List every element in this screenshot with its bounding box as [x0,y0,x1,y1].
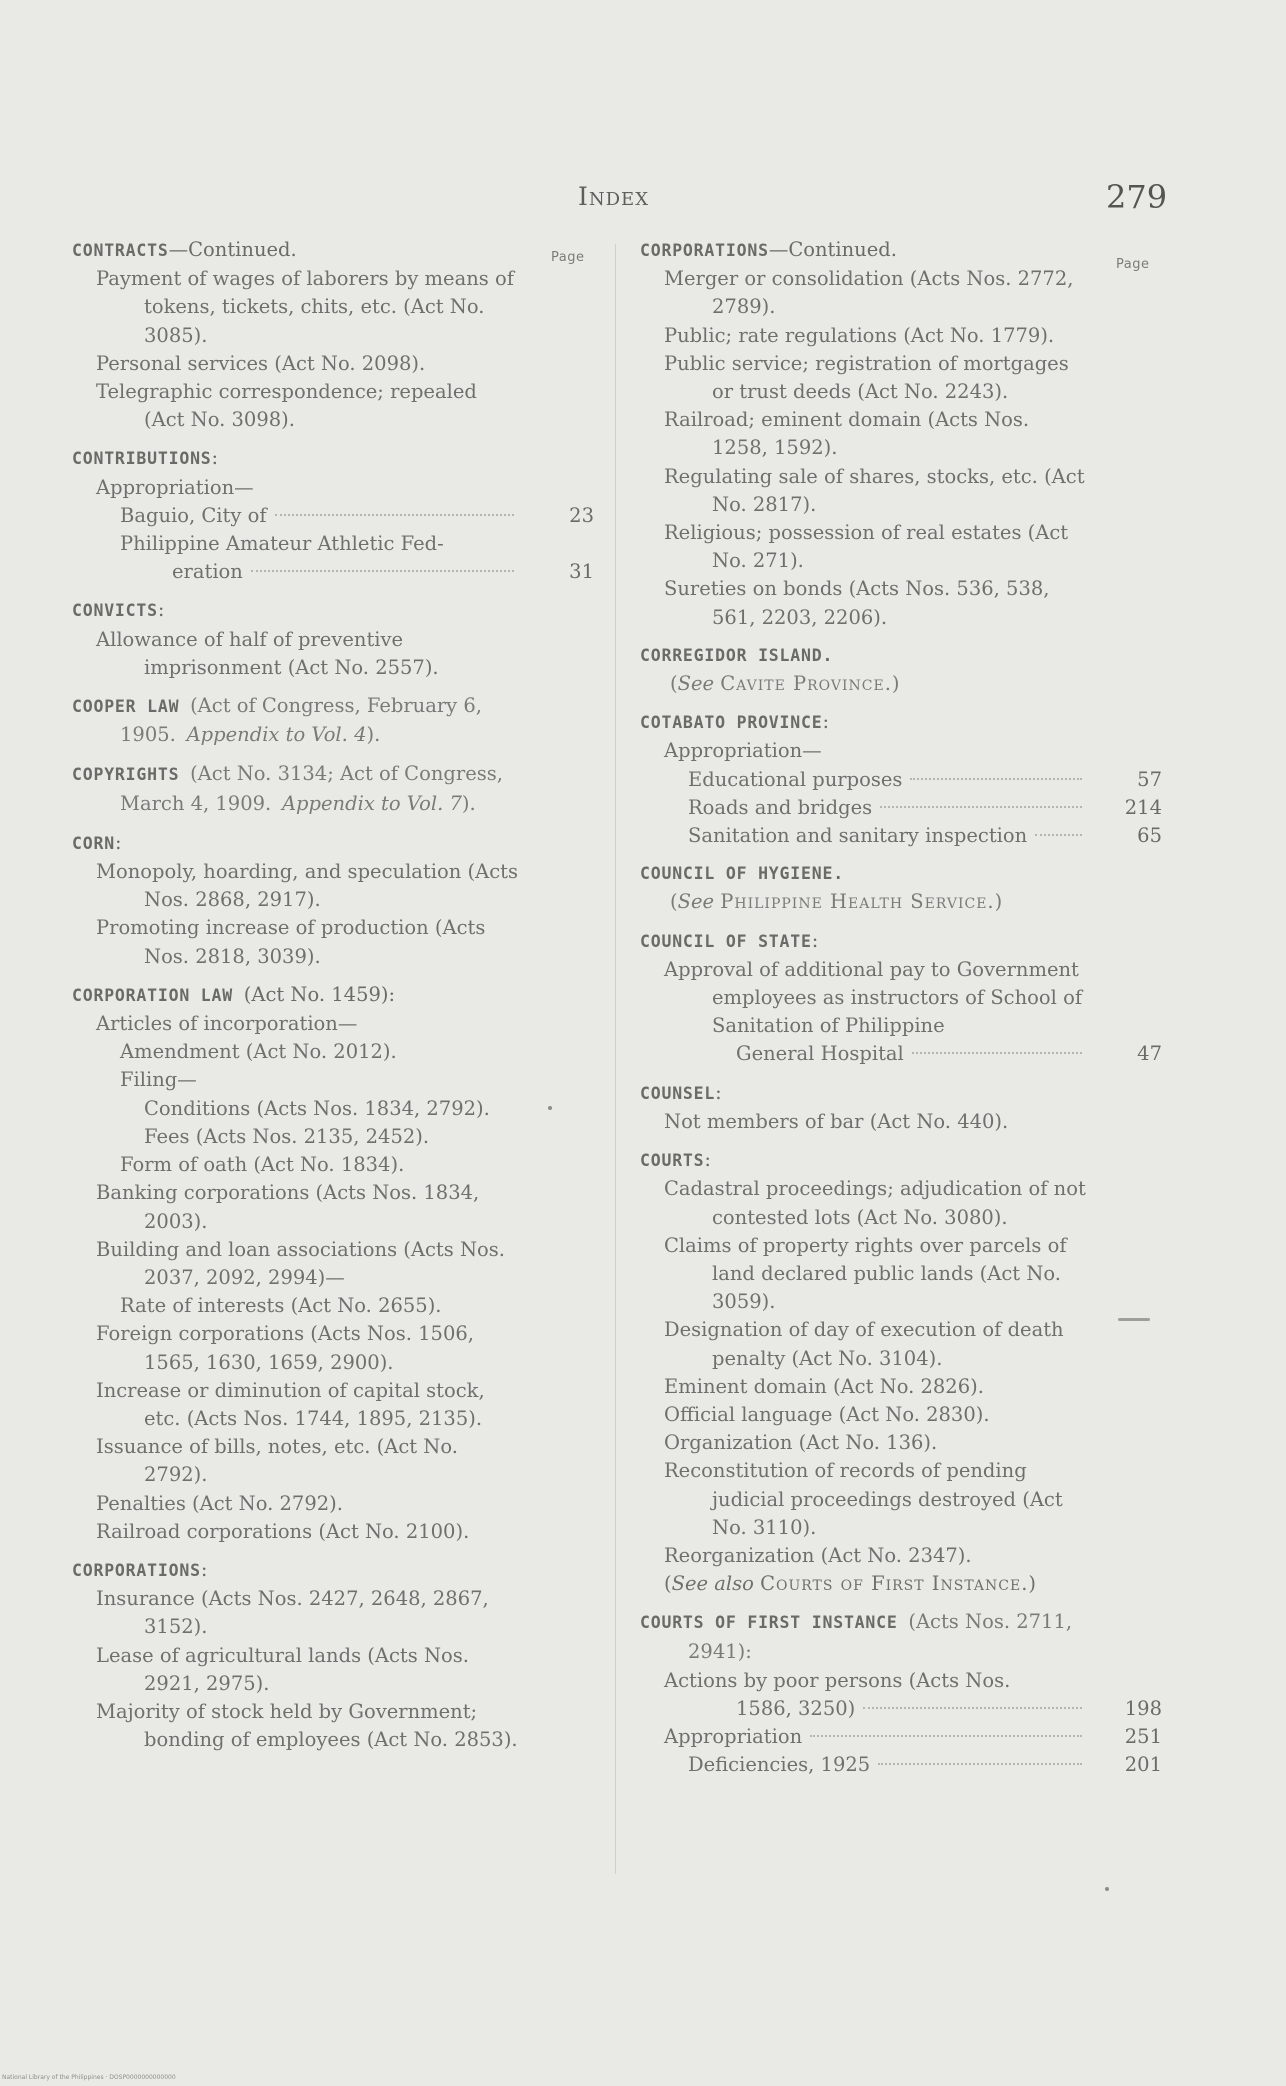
index-line-with-page [72,502,594,530]
index-line: Increase or diminution of capital stock, etc. (Acts Nos. 1744, 1895, 2135). [96,1378,485,1430]
paren-close: ) [891,672,900,696]
heading-council-of-hygiene: COUNCIL OF HYGIENE. [640,864,844,884]
column-divider [615,244,616,1874]
index-line: Not members of bar (Act No. 440). [664,1109,1009,1133]
index-line: Penalties (Act No. 2792). [96,1491,343,1515]
heading-convicts: CONVICTS [72,601,158,621]
heading-copyrights: COPYRIGHTS [72,765,180,785]
entry-cotabato-province: COTABATO PROVINCE: Appropriation— Educational purposes 57 Roads and bridges 214 Sanitation and sanitary inspection 65 [640,708,1162,850]
page-column-label-right: Page [1116,257,1150,272]
index-line-with-page [72,558,594,586]
leader-dots [880,806,1082,808]
page-header [0,178,1286,228]
cross-ref-target: Philippine Health Service. [720,890,995,914]
index-line: Reconstitution of records of pending judicial proceedings destroyed (Act No. 3110). [664,1459,1063,1539]
entry-note-close: ). [461,791,476,815]
index-line: Banking corporations (Acts Nos. 1834, 2003). [96,1181,480,1233]
heading-council-of-state: COUNCIL OF STATE [640,931,812,951]
appendix-ref: Appendix to Vol. 7 [281,791,462,815]
index-line: Reorganization (Act No. 2347). [664,1543,972,1567]
index-line-with-page [640,1723,1162,1751]
index-line-with-page [640,822,1162,850]
heading-corn: CORN [72,833,115,853]
scan-speck [1105,1887,1109,1891]
page-ref: 31 [569,560,594,584]
page-ref: 65 [1137,824,1162,848]
entry-counsel: COUNSEL: Not members of bar (Act No. 440). [640,1079,1162,1136]
see-label: See also [671,1572,754,1596]
leader-dots [810,1735,1082,1737]
entry-note: (Acts Nos. 2711, 2941): [688,1610,1073,1663]
entry-note: (Act No. 1459): [243,982,396,1006]
heading-courts-of-first-instance: COURTS OF FIRST INSTANCE [640,1613,898,1633]
entry-courts-of-first-instance [640,1608,1162,1779]
index-line: Appropriation— [664,739,822,763]
index-line: Form of oath (Act No. 1834). [120,1153,405,1177]
entry-council-of-hygiene [640,860,1162,916]
entry-corporations-continued [640,236,1162,632]
index-line: Public service; registration of mortgages or trust deeds (Act No. 2243). [664,351,1069,404]
index-line: Official language (Act No. 2830). [664,1402,990,1426]
index-text: Baguio, City of [120,503,267,527]
index-line: Merger or consolidation (Acts Nos. 2772, 2789). [664,267,1074,319]
paren-open: ( [670,890,678,914]
leader-dots [863,1707,1082,1709]
page-number: 279 [1106,178,1168,216]
index-line: Eminent domain (Act No. 2826). [664,1374,984,1398]
page-column-label-left: Page [551,250,585,265]
heading-cotabato-province: COTABATO PROVINCE [640,713,823,733]
cross-ref-target: Courts of First Instance. [760,1572,1029,1596]
continued-label: —Continued. [168,238,297,261]
page-ref: 251 [1124,1725,1162,1749]
index-line: Philippine Amateur Athletic Fed- [120,532,444,556]
heading-corporations: CORPORATIONS [72,1560,201,1580]
scan-footer-note: National Library of the Philippines · DOSP0000000000000 [2,2074,176,2081]
entry-note-close: ). [366,723,381,747]
entry-corporation-law [72,981,594,1546]
index-line: Telegraphic correspondence; repealed (Act No. 3098). [96,380,477,432]
index-line: Allowance of half of preventive imprisonment (Act No. 2557). [96,627,439,679]
index-text: Sanitation and sanitary inspection [688,824,1028,848]
entry-corregidor-island [640,642,1162,698]
index-line: Personal services (Act No. 2098). [96,351,426,375]
index-line: Monopoly, hoarding, and speculation (Acts Nos. 2868, 2917). [96,860,518,912]
index-line: Insurance (Acts Nos. 2427, 2648, 2867, 3152). [96,1587,489,1639]
leader-dots [275,514,514,516]
index-line-with-page [640,794,1162,822]
index-line: Rate of interests (Act No. 2655). [120,1294,442,1318]
entry-contracts [72,236,594,434]
entry-convicts: CONVICTS: Allowance of half of preventive imprisonment (Act No. 2557). [72,596,594,682]
see-label: See [677,890,715,914]
entry-copyrights [72,760,594,818]
entry-note: (Act of Congress, February 6, 1905. [120,694,482,747]
leader-dots [910,778,1082,780]
index-line: Majority of stock held by Government; bonding of employees (Act No. 2853). [96,1699,518,1752]
leader-dots [251,570,514,572]
heading-contributions: CONTRIBUTIONS [72,449,212,469]
index-line: Building and loan associations (Acts Nos. 2037, 2092, 2994)— [96,1237,505,1289]
entry-courts: COURTS: Cadastral proceedings; adjudication of not contested lots (Act No. 3080). Claims of property rights over parcels of land declared public lands (Act No. 3059). Designation of day of execution of death penalty (Act No. 3104). Eminent domain (Act No. 2826). Official language (Act No. 2830). Organization (Act No. 136). Reconstitution of records of pending judicial proceedings destroyed (Act No. 3110). Reorganization (Act No. 2347). (See also Courts of First Instance.) [640,1146,1162,1598]
index-line: Railroad corporations (Act No. 2100). [96,1519,470,1543]
index-line: Sureties on bonds (Acts Nos. 536, 538, 561, 2203, 2206). [664,577,1050,629]
heading-cooper-law: COOPER LAW [72,697,180,717]
page-ref: 47 [1137,1042,1162,1066]
index-line: Organization (Act No. 136). [664,1431,938,1455]
index-line-with-page [640,1751,1162,1779]
index-line: Foreign corporations (Acts Nos. 1506, 1565, 1630, 1659, 2900). [96,1322,474,1374]
heading-counsel: COUNSEL [640,1083,716,1103]
cross-ref-target: Cavite Province. [720,672,892,696]
index-line: Approval of additional pay to Government employees as instructors of School of Sanitation of Philippine [664,957,1083,1038]
index-line: Amendment (Act No. 2012). [120,1040,397,1064]
leader-dots [878,1763,1082,1765]
paren-close: ) [994,890,1003,914]
entry-contributions: CONTRIBUTIONS: Appropriation— Baguio, City of 23 Philippine Amateur Athletic Fed- eration 31 [72,444,594,586]
page-ref: 23 [569,503,594,527]
heading-contracts: CONTRACTS [72,241,169,260]
index-line: Fees (Acts Nos. 2135, 2452). [144,1124,430,1148]
index-line: Issuance of bills, notes, etc. (Act No. 2792). [96,1435,458,1487]
index-text: Deficiencies, 1925 [688,1753,871,1777]
page-ref: 57 [1137,767,1162,791]
page-ref: 201 [1124,1753,1162,1777]
heading-corporations-continued: CORPORATIONS [640,241,769,260]
entry-council-of-state: COUNCIL OF STATE: Approval of additional pay to Government employees as instructors of School of Sanitation of Philippine General Hospital 47 [640,927,1162,1069]
index-line-with-page [640,1040,1162,1068]
index-line: Regulating sale of shares, stocks, etc. (Act No. 2817). [664,464,1085,516]
index-text: Appropriation [664,1725,803,1749]
continued-label: —Continued. [768,238,897,261]
index-line: Promoting increase of production (Acts Nos. 2818, 3039). [96,916,486,968]
paren-open: ( [664,1572,672,1596]
index-line: Lease of agricultural lands (Acts Nos. 2921, 2975). [96,1643,469,1695]
index-text: Roads and bridges [688,795,873,819]
index-text: Educational purposes [688,767,903,791]
entry-cooper-law [72,692,594,750]
index-line: Public; rate regulations (Act No. 1779). [664,323,1055,347]
leader-dots [1035,834,1082,836]
index-line: Actions by poor persons (Acts Nos. [664,1668,1011,1692]
index-line: Conditions (Acts Nos. 1834, 2792). [144,1096,490,1120]
running-title: Index [578,182,650,211]
entry-corn: CORN: Monopoly, hoarding, and speculation (Acts Nos. 2868, 2917). Promoting increase of production (Acts Nos. 2818, 3039). [72,829,594,971]
index-line-with-page [640,1695,1162,1723]
index-line: Religious; possession of real estates (Act No. 271). [664,521,1069,573]
index-line-with-page [640,766,1162,794]
index-line: Filing— [120,1068,197,1092]
paren-close: ) [1028,1572,1037,1596]
scan-speck [548,1106,552,1110]
page-ref: 198 [1124,1696,1162,1720]
see-label: See [677,672,715,696]
index-line: Articles of incorporation— [96,1012,358,1036]
left-column [72,236,594,1754]
cross-reference [640,888,1162,916]
cross-reference [640,1570,1162,1598]
right-column [640,236,1162,1780]
scan-mark [1118,1318,1150,1321]
leader-dots [912,1052,1082,1054]
index-text: 1586, 3250) [736,1696,856,1720]
index-line: Railroad; eminent domain (Acts Nos. 1258, 1592). [664,408,1030,460]
index-line: Designation of day of execution of death penalty (Act No. 3104). [664,1318,1064,1370]
paren-open: ( [670,672,678,696]
page-ref: 214 [1124,795,1162,819]
entry-corporations: CORPORATIONS: Insurance (Acts Nos. 2427, 2648, 2867, 3152). Lease of agricultural lands (Acts Nos. 2921, 2975). Majority of stock held by Government; bonding of employees (Act No. 2853). [72,1556,594,1754]
index-line: Claims of property rights over parcels of land declared public lands (Act No. 3059). [664,1233,1067,1314]
heading-courts: COURTS [640,1151,705,1171]
index-text: eration [172,560,243,584]
index-text: General Hospital [736,1042,904,1066]
index-line: Payment of wages of laborers by means of tokens, tickets, chits, etc. (Act No. 3085). [96,267,514,347]
appendix-ref: Appendix to Vol. 4 [186,723,367,747]
cross-reference [640,670,1162,698]
heading-corregidor-island: CORREGIDOR ISLAND. [640,645,834,665]
index-line: Appropriation— [96,475,254,499]
heading-corporation-law: CORPORATION LAW [72,985,234,1005]
entry-note: (Act No. 3134; Act of Congress, March 4, 1909. [120,762,503,815]
index-line: Cadastral proceedings; adjudication of not contested lots (Act No. 3080). [664,1177,1086,1229]
